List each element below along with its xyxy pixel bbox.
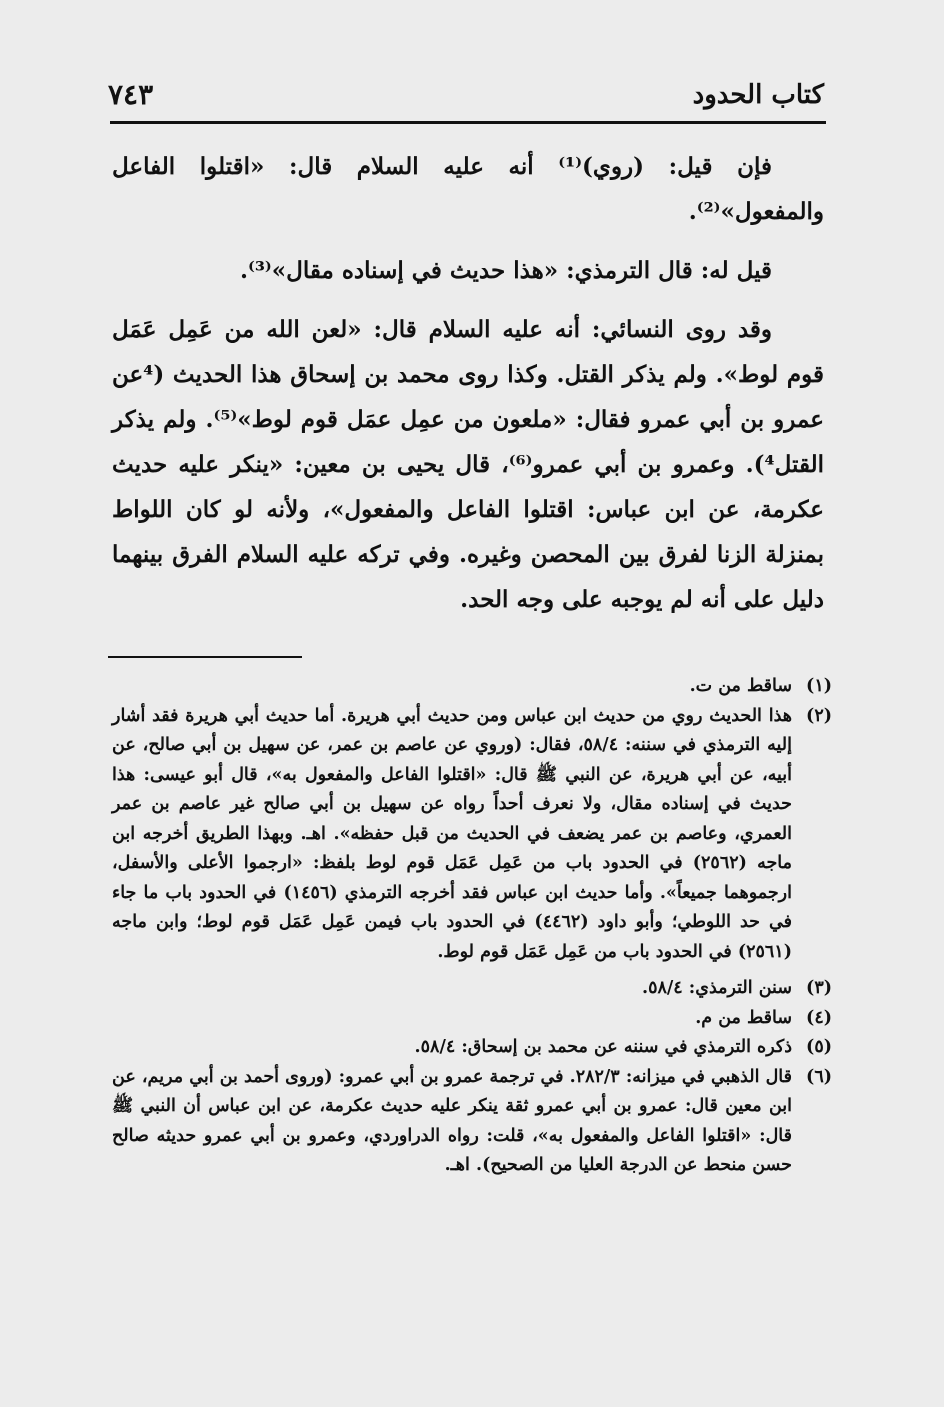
footnote — [112, 702, 832, 968]
footnote-text: ساقط من ت. — [689, 676, 792, 696]
footnote — [112, 1004, 832, 1034]
footnote — [112, 672, 832, 702]
page-header — [108, 76, 824, 120]
footnote-number: (١) — [806, 676, 832, 696]
page-number: ٧٤٣ — [108, 78, 154, 111]
footnote-number: (٣) — [806, 978, 832, 998]
footnote-text: سنن الترمذي: ٥٨/٤. — [642, 978, 792, 998]
footnote-text: هذا الحديث روي من حديث ابن عباس ومن حديث أبي هريرة. أما حديث أبي هريرة فقد أشار إليه الترمذي في سننه: ٥٨/٤، فقال: (وروي عن عاصم بن عمر، عن سهيل بن أبي صالح، عن أبيه، عن أبي هريرة، عن النبي ﷺ قال: «اقتلوا الفاعل والمفعول به»، قال أبو عيسى: هذا حديث في إسناده مقال، ولا نعرف أحداً رواه عن سهيل بن أبي صالح غير عاصم بن عمر العمري، وعاصم بن عمر يضعف في الحديث من قبل حفظه». اهـ. وبهذا الطريق أخرجه ابن ماجه (٢٥٦٢) في الحدود باب من عَمِل عَمَل قوم لوط بلفظ: «ارجموا الأعلى والأسفل، ارجموهما جميعاً». وأما حديث ابن عباس فقد أخرجه الترمذي (١٤٥٦) في الحدود باب ما جاء في حد اللوطي؛ وأبو داود (٤٤٦٢) في الحدود باب فيمن عَمِل عَمَل قوم لوط؛ وابن ماجه (٢٥٦١) في الحدود باب من عَمِل عَمَل قوم لوط. — [112, 705, 792, 962]
paragraph: وقد روى النسائي: أنه عليه السلام قال: «لعن الله من عَمِل عَمَل قوم لوط». ولم يذكر القتل. وكذا روى محمد بن إسحاق هذا الحديث (⁴عن عمرو بن أبي عمرو فقال: «ملعون من عمِل عمَل قوم لوط»⁽⁵⁾. ولم يذكر القتل⁴). وعمرو بن أبي عمرو⁽⁶⁾، قال يحيى بن معين: «ينكر عليه حديث عكرمة، عن ابن عباس: اقتلوا الفاعل والمفعول»، ولأنه لو كان اللواط بمنزلة الزنا لفرق بين المحصن وغيره. وفي تركه عليه السلام الفرق بينهما دليل على أنه لم يوجبه على وجه الحد. — [112, 316, 824, 613]
footnote — [112, 1033, 832, 1063]
footnote-text: ساقط من م. — [695, 1007, 792, 1028]
footnote-number: (٢) — [806, 705, 832, 726]
footnotes — [112, 672, 832, 1181]
footnote-number: (٦) — [806, 1066, 832, 1087]
header-divider — [110, 121, 826, 124]
main-text — [112, 144, 824, 622]
footnote-divider — [108, 656, 302, 658]
footnote-text: قال الذهبي في ميزانه: ٢٨٢/٣. في ترجمة عمرو بن أبي عمرو: (وروى أحمد بن أبي مريم، عن ابن معين قال: عمرو بن أبي عمرو ثقة ينكر عليه حديث عكرمة، عن ابن عباس أن النبي ﷺ قال: «اقتلوا الفاعل والمفعول به»، قلت: رواه الدراوردي، وعمرو بن أبي عمرو حديثه صالح حسن منحط عن الدرجة العليا من الصحيح). اهـ. — [112, 1066, 792, 1175]
footnote-number: (٤) — [806, 1007, 832, 1028]
footnote-number: (٥) — [806, 1037, 832, 1057]
footnote — [112, 974, 832, 1004]
footnote — [112, 1063, 832, 1181]
paragraph: فإن قيل: (روي)⁽¹⁾ أنه عليه السلام قال: «اقتلوا الفاعل والمفعول»⁽²⁾. — [112, 153, 824, 225]
paragraph: قيل له: قال الترمذي: «هذا حديث في إسناده مقال»⁽³⁾. — [239, 257, 772, 284]
footnote-text: ذكره الترمذي في سننه عن محمد بن إسحاق: ٥٨/٤. — [414, 1037, 792, 1057]
running-title: كتاب الحدود — [692, 80, 824, 110]
